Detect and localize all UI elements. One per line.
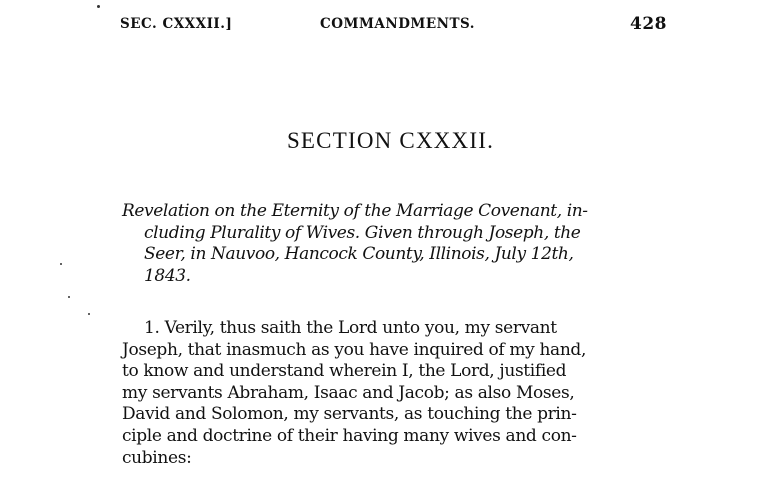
verse-line: Joseph, that inasmuch as you have inquired of my hand, xyxy=(122,339,587,360)
scan-speck xyxy=(88,313,90,315)
verse-line: David and Solomon, my servants, as touching the prin- xyxy=(122,404,577,425)
running-header-section: SEC. CXXXII.] xyxy=(120,16,233,32)
headnote-line: Revelation on the Eternity of the Marriage Covenant, in- xyxy=(122,201,588,221)
verse-line: cubines: xyxy=(122,447,192,468)
headnote-line: Seer, in Nauvoo, Hancock County, Illinois, July 12th, xyxy=(144,244,574,264)
verse-line: ciple and doctrine of their having many wives and con- xyxy=(122,425,577,446)
scan-speck xyxy=(68,296,70,298)
headnote-line: cluding Plurality of Wives. Given through Joseph, the xyxy=(144,222,581,243)
verse-line: my servants Abraham, Isaac and Jacob; as also Moses, xyxy=(122,382,575,403)
scan-speck xyxy=(97,5,100,8)
running-header-title: COMMANDMENTS. xyxy=(320,16,475,32)
section-title: SECTION CXXXII. xyxy=(286,128,495,153)
verse-line: 1. Verily, thus saith the Lord unto you, my servant xyxy=(144,318,557,338)
headnote-line: 1843. xyxy=(144,265,191,286)
running-header xyxy=(120,14,667,38)
page-number: 428 xyxy=(630,14,667,34)
verse-1 xyxy=(122,318,670,469)
verse-line: to know and understand wherein I, the Lord, justified xyxy=(122,361,567,382)
scan-speck xyxy=(60,263,62,265)
headnote xyxy=(122,201,670,287)
